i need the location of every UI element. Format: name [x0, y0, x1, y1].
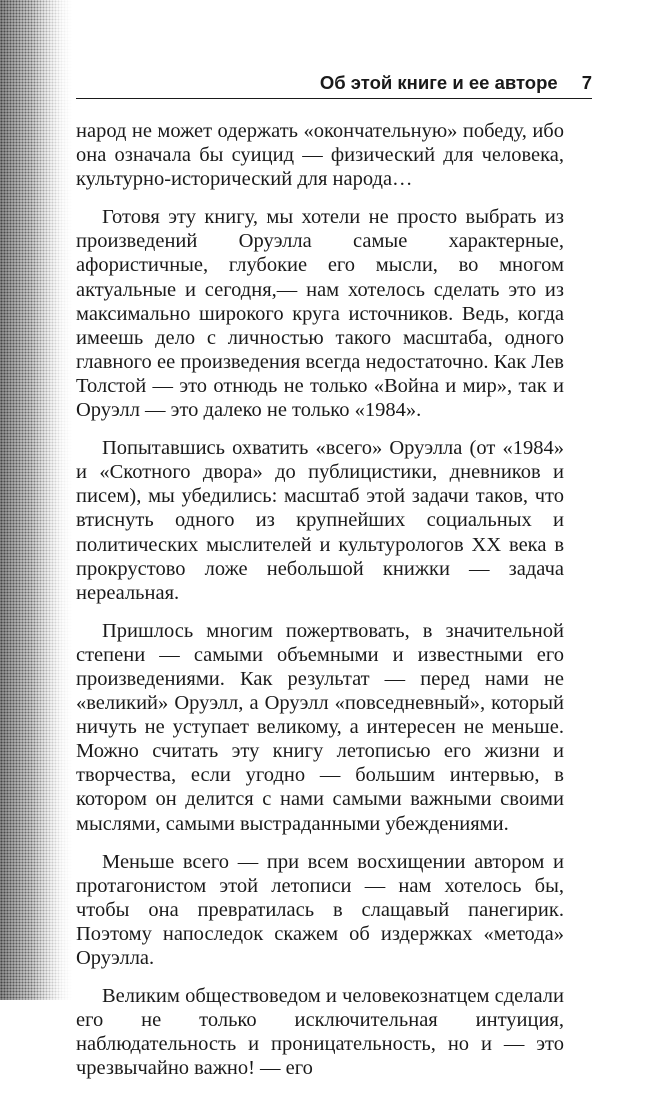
chapter-title: Об этой книге и ее авторе	[319, 72, 558, 93]
paragraph-2: Готовя эту книгу, мы хотели не просто выбрать из произведений Оруэлла самые характерные, афористичные, глубокие его мысли, во многом актуальные и сегодня,— нам хотелось сделать это из максимально широкого круга источников. Ведь, когда имеешь дело с личностью такого масштаба, одного главного ее произведения всегда недостаточно. Как Лев Толстой — это отнюдь не только «Война и мир», так и Оруэлл — это далеко не только «1984».	[76, 206, 564, 422]
paragraph-4: Пришлось многим пожертвовать, в значительной степени — самыми объемными и известными его произведениями. Как результат — перед нами не «великий» Оруэлл, а Оруэлл «повседневный», который ничуть не уступает великому, а интересен не меньше. Можно считать эту книгу летописью его жизни и творчества, если угодно — большим интервью, в котором он делится с нами самыми важными своими мыслями, самыми выстраданными убеждениями.	[76, 619, 564, 835]
paragraph-5: Меньше всего — при всем восхищении автором и протагонистом этой летописи — нам хотелось бы, чтобы она превратилась в слащавый панегирик. Поэтому напоследок скажем об издержках «метода» Оруэлла.	[76, 850, 564, 969]
running-header	[76, 68, 592, 99]
body-text	[76, 119, 564, 1094]
page-number: 7	[581, 72, 592, 93]
page-edge-fade	[0, 0, 72, 1000]
paragraph-3: Попытавшись охватить «всего» Оруэлла (от «1984» и «Скотного двора» до публицистики, дневников и писем), мы убедились: масштаб этой задачи таков, что втиснуть одного из крупнейших социальных и политических мыслителей и культурологов XX века в прокрустово ложе небольшой книжки — задача нереальная.	[76, 437, 564, 604]
paragraph-6: Великим обществоведом и человекознатцем сделали его не только исключительная интуиция, наблюдательность и проницательность, но и — это чрезвычайно важно! — его	[76, 985, 564, 1080]
paragraph-1: народ не может одержать «окончательную» победу, ибо она означала бы суицид — физический для человека, культурно-исторический для народа…	[76, 120, 564, 191]
